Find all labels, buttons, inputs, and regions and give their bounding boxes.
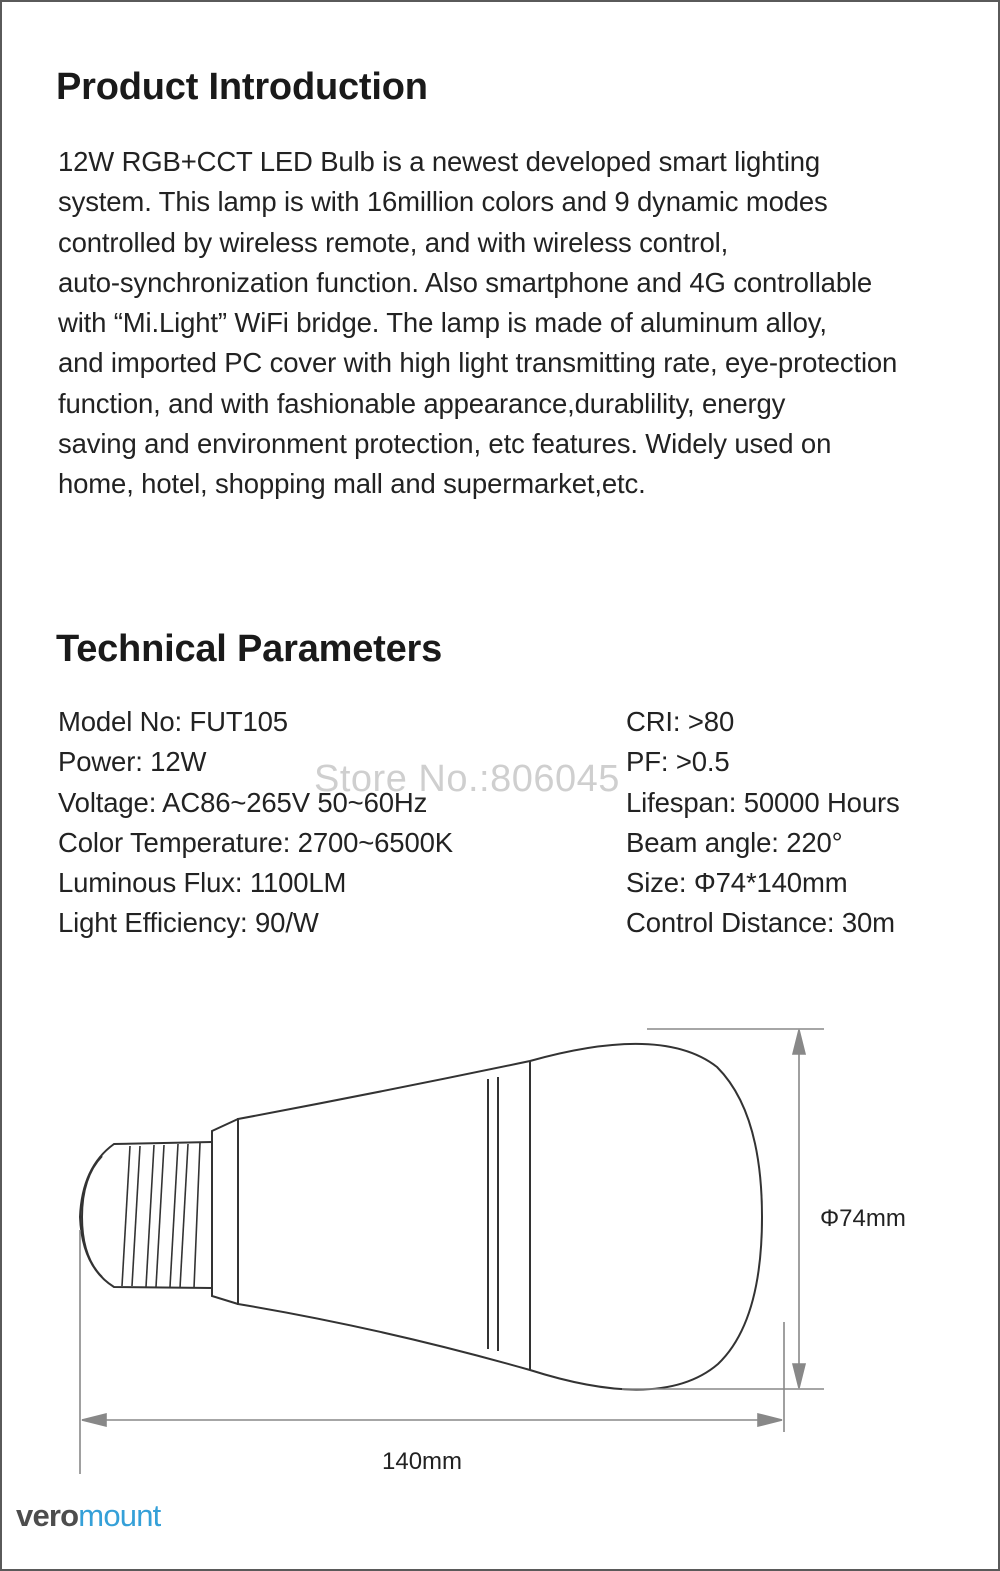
intro-line: 12W RGB+CCT LED Bulb is a newest developed smart lighting bbox=[58, 146, 821, 177]
intro-line: saving and environment protection, etc features. Widely used on bbox=[58, 428, 832, 460]
product-introduction-text bbox=[58, 142, 958, 505]
screw-threads bbox=[122, 1143, 200, 1288]
parameters-left-column bbox=[58, 702, 453, 944]
param-beam-angle: Beam angle: 220° bbox=[626, 826, 843, 858]
param-model-no: Model No: FUT105 bbox=[58, 706, 288, 737]
store-watermark: Store No.:806045 bbox=[314, 758, 620, 800]
bulb-dimension-diagram bbox=[2, 1002, 998, 1492]
parameters-right-column bbox=[626, 702, 900, 944]
intro-line: home, hotel, shopping mall and supermarket,etc. bbox=[58, 468, 646, 500]
param-size: Size: Φ74*140mm bbox=[626, 867, 848, 899]
intro-line: auto-synchronization function. Also smartphone and 4G controllable bbox=[58, 266, 873, 298]
bulb-collar bbox=[212, 1119, 238, 1304]
param-light-efficiency: Light Efficiency: 90/W bbox=[58, 907, 319, 939]
diameter-label: Φ74mm bbox=[820, 1205, 906, 1232]
param-control-distance: Control Distance: 30m bbox=[626, 907, 895, 939]
intro-line: system. This lamp is with 16million colors and 9 dynamic modes bbox=[58, 186, 828, 218]
param-luminous-flux: Luminous Flux: 1100LM bbox=[58, 867, 347, 899]
param-voltage: Voltage: AC86~265V 50~60Hz bbox=[58, 786, 428, 818]
bulb-drawing bbox=[80, 1044, 762, 1390]
param-power: Power: 12W bbox=[58, 746, 207, 778]
screw-tip bbox=[82, 1156, 102, 1277]
intro-line: function, and with fashionable appearance,durablility, energy bbox=[58, 387, 786, 419]
param-pf: PF: >0.5 bbox=[626, 746, 730, 778]
technical-parameters-heading: Technical Parameters bbox=[56, 628, 443, 670]
veromount-logo bbox=[16, 1498, 160, 1534]
brand-part1: vero bbox=[16, 1498, 79, 1533]
length-label: 140mm bbox=[382, 1448, 463, 1475]
intro-line: with “Mi.Light” WiFi bridge. The lamp is made of aluminum alloy, bbox=[58, 307, 827, 339]
param-lifespan: Lifespan: 50000 Hours bbox=[626, 786, 900, 818]
dimension-lines bbox=[80, 1029, 824, 1474]
screw-base bbox=[80, 1142, 212, 1288]
brand-part2: mount bbox=[78, 1498, 161, 1533]
param-color-temperature: Color Temperature: 2700~6500K bbox=[58, 826, 453, 858]
intro-line: controlled by wireless remote, and with wireless control, bbox=[58, 226, 729, 258]
bulb-body-outline bbox=[238, 1044, 762, 1390]
intro-line: and imported PC cover with high light transmitting rate, eye-protection bbox=[58, 347, 898, 379]
product-introduction-heading: Product Introduction bbox=[56, 66, 428, 108]
param-cri: CRI: >80 bbox=[626, 706, 735, 737]
